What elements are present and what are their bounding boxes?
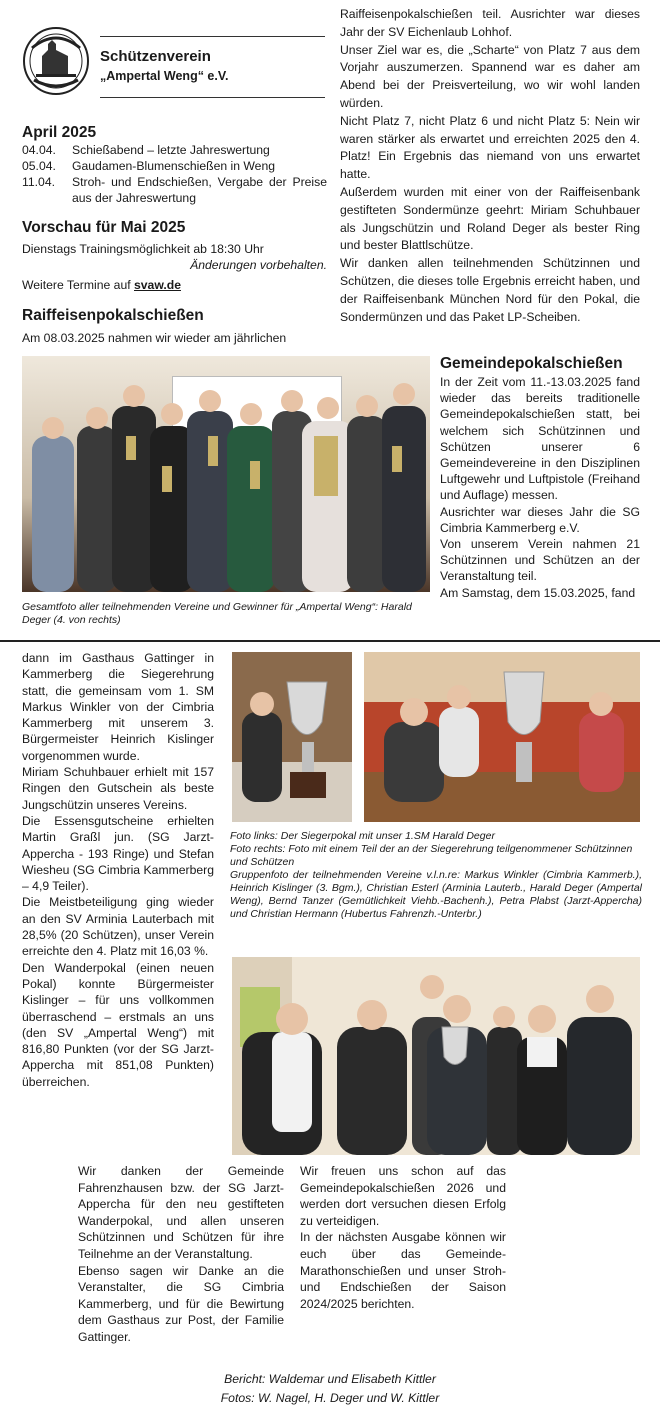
club-name: Schützenverein (100, 48, 211, 65)
header-rule-bottom (100, 97, 325, 98)
gemeinde-group-photo (232, 957, 640, 1155)
thanks-right: Wir freuen uns schon auf das Gemeindepokalschießen 2026 und werden dort versuchen diesen Erfolg zu verteidigen. In der nächsten Ausgabe können wir euch über das Gemeinde-Marathonschießen und unser Stroh- und Endschießen der Saison 2024/2025 berichten. (300, 1164, 506, 1311)
training-line: Dienstags Trainingsmöglichkeit ab 18:30 Uhr (22, 242, 264, 256)
april-section (22, 124, 327, 206)
gemeinde-title: Gemeindepokalschießen (440, 355, 623, 372)
raiffeisen-intro: Am 08.03.2025 nahmen wir wieder am jährlichen (22, 331, 287, 345)
reservation-note: Änderungen vorbehalten. (190, 258, 327, 272)
svaw-link[interactable]: svaw.de (134, 278, 181, 292)
trophy-photo (232, 652, 352, 822)
caption-left-photo: Foto links: Der Siegerpokal mit unser 1.SM Harald Deger (230, 830, 495, 842)
club-subtitle: „Ampertal Weng“ e.V. (100, 69, 229, 83)
photo-caption-raiffeisen: Gesamtfoto aller teilnehmenden Vereine und Gewinner für „Ampertal Weng“: Harald Deger (4. von rechts) (22, 601, 412, 626)
raiffeisen-text: Raiffeisenpokalschießen teil. Ausrichter war dieses Jahr der SV Eichenlaub Lohhof. Unser Ziel war es, die „Scharte“ von Platz 7 aus dem Vorjahr auszumerzen. Spannend war es daher am Abend bei der Preisverteilung, wo wir wohl landen würden. Nicht Platz 7, nicht Platz 6 und nicht Platz 5: Nein wir waren stärker als erwartet und erreichten 2025 den 4. Platz! Ein Ergebnis das niemand von uns erwartet hatte. Außerdem wurden mit einer von der Raiffeisenbank gestifteten Sondermünze geehrt: Miriam Schuhbauer als Jungschützin und Roland Deger als bester Ring und bester Blattlschütze. Wir danken allen teilnehmenden Schützinnen und Schützen, die dieses tolle Ergebnis erreicht haben, und der Raiffeisenbank München Nord für den Pokal, die Sondermünzen und das Paket LP-Scheiben. (340, 7, 640, 324)
april-title: April 2025 (22, 124, 97, 141)
header-rule-top (100, 36, 325, 37)
raiffeisen-title: Raiffeisenpokalschießen (22, 307, 204, 324)
event-row: 05.04. Gaudamen-Blumenschießen in Weng (22, 159, 276, 173)
raiffeisen-section (22, 307, 327, 346)
gemeinde-text-bottom: dann im Gasthaus Gattinger in Kammerberg die Siegerehrung statt, die gemeinsam vom 1. SM Markus Winkler von der Cimbria Kammerberg mit unserem 3. Bürgermeister Heinrich Kislinger vorgenommen wurde. Miriam Schuhbauer erhielt mit 157 Ringen den Gutschein als beste Jungschützin unseres Vereins. Die Essensgutscheine erhielten Martin Graßl jun. (SG Jarzt-Appercha - 193 Ringe) und Stefan Wiesheu (SG Cimbria Kammerberg – 4,9 Teiler). Die Meistbeteiligung ging wieder an den SV Arminia Lauterbach mit 28,5% (20 Schützen), unser Verein erreichte den 4. Platz mit 16,03 %. Den Wanderpokal (einen neuen Pokal) konnte Bürgermeister Kislinger – für uns vollkommen überraschend – erstmals an uns (den SV „Ampertal Weng“) mit 816,80 Punkten (vor der SG Jarzt-Appercha mit 851,08 Punkten) überreichen. (22, 651, 214, 1089)
credit-report: Bericht: Waldemar und Elisabeth Kittler (224, 1372, 436, 1386)
gemeinde-section (440, 355, 640, 601)
gemeinde-text-top: In der Zeit vom 11.-13.03.2025 fand wieder das bereits traditionelle Gemeindepokalschießen statt, bei welchem sich Schützinnen und Schützen unserer 6 Gemeindevereine in den Disziplinen Luftgewehr und Luftpistole (Freihand und Auflage) messen. Ausrichter war dieses Jahr die SG Cimbria Kammerberg e.V. Von unserem Verein nahmen 21 Schützinnen und Schützen an der Veranstaltung teil. Am Samstag, dem 15.03.2025, fand (440, 375, 640, 600)
mai-title: Vorschau für Mai 2025 (22, 219, 186, 236)
celebration-photo (364, 652, 640, 822)
caption-right-photo: Foto rechts: Foto mit einem Teil der an der Siegerehrung teilgenommener Schützinnen und Schützen (230, 843, 633, 868)
event-row: 11.04. Stroh- und Endschießen, Vergabe der Preise aus der Jahreswertung (22, 175, 327, 205)
credits (0, 1370, 660, 1408)
club-logo (22, 26, 90, 96)
photo-captions (230, 830, 642, 921)
mai-section (22, 219, 327, 293)
more-dates: Weitere Termine auf svaw.de (22, 278, 181, 292)
caption-group-photo: Gruppenfoto der teilnehmenden Vereine v.l.n.re: Markus Winkler (Cimbria Kammerb.), Heinrich Kislinger (3. Bgm.), Christian Esterl (Arminia Lauterb., Harald Deger (Ampertal Weng), Bernd Tanzer (Gemütlichkeit Viehb.-Bachenh.), Petra Plabst (Jarzt-Appercha) und Christian Hermann (Hubertus Fahrenzh.-Unterbr.) (230, 869, 642, 920)
raiffeisen-group-photo (22, 356, 430, 592)
credit-photos: Fotos: W. Nagel, H. Deger und W. Kittler (220, 1391, 440, 1405)
section-divider (0, 640, 660, 642)
event-row: 04.04. Schießabend – letzte Jahreswertung (22, 143, 270, 157)
thanks-left: Wir danken der Gemeinde Fahrenzhausen bzw. der SG Jarzt-Appercha für den neu gestifteten Wanderpokal, und allen unseren Schützinnen und Schützen für ihre Teilnehme an der Veranstaltung. Ebenso sagen wir Danke an die Veranstalter, die SG Cimbria Kammerberg, und für die Bewirtung dem Gasthaus zur Post, der Familie Gattinger. (78, 1164, 284, 1344)
